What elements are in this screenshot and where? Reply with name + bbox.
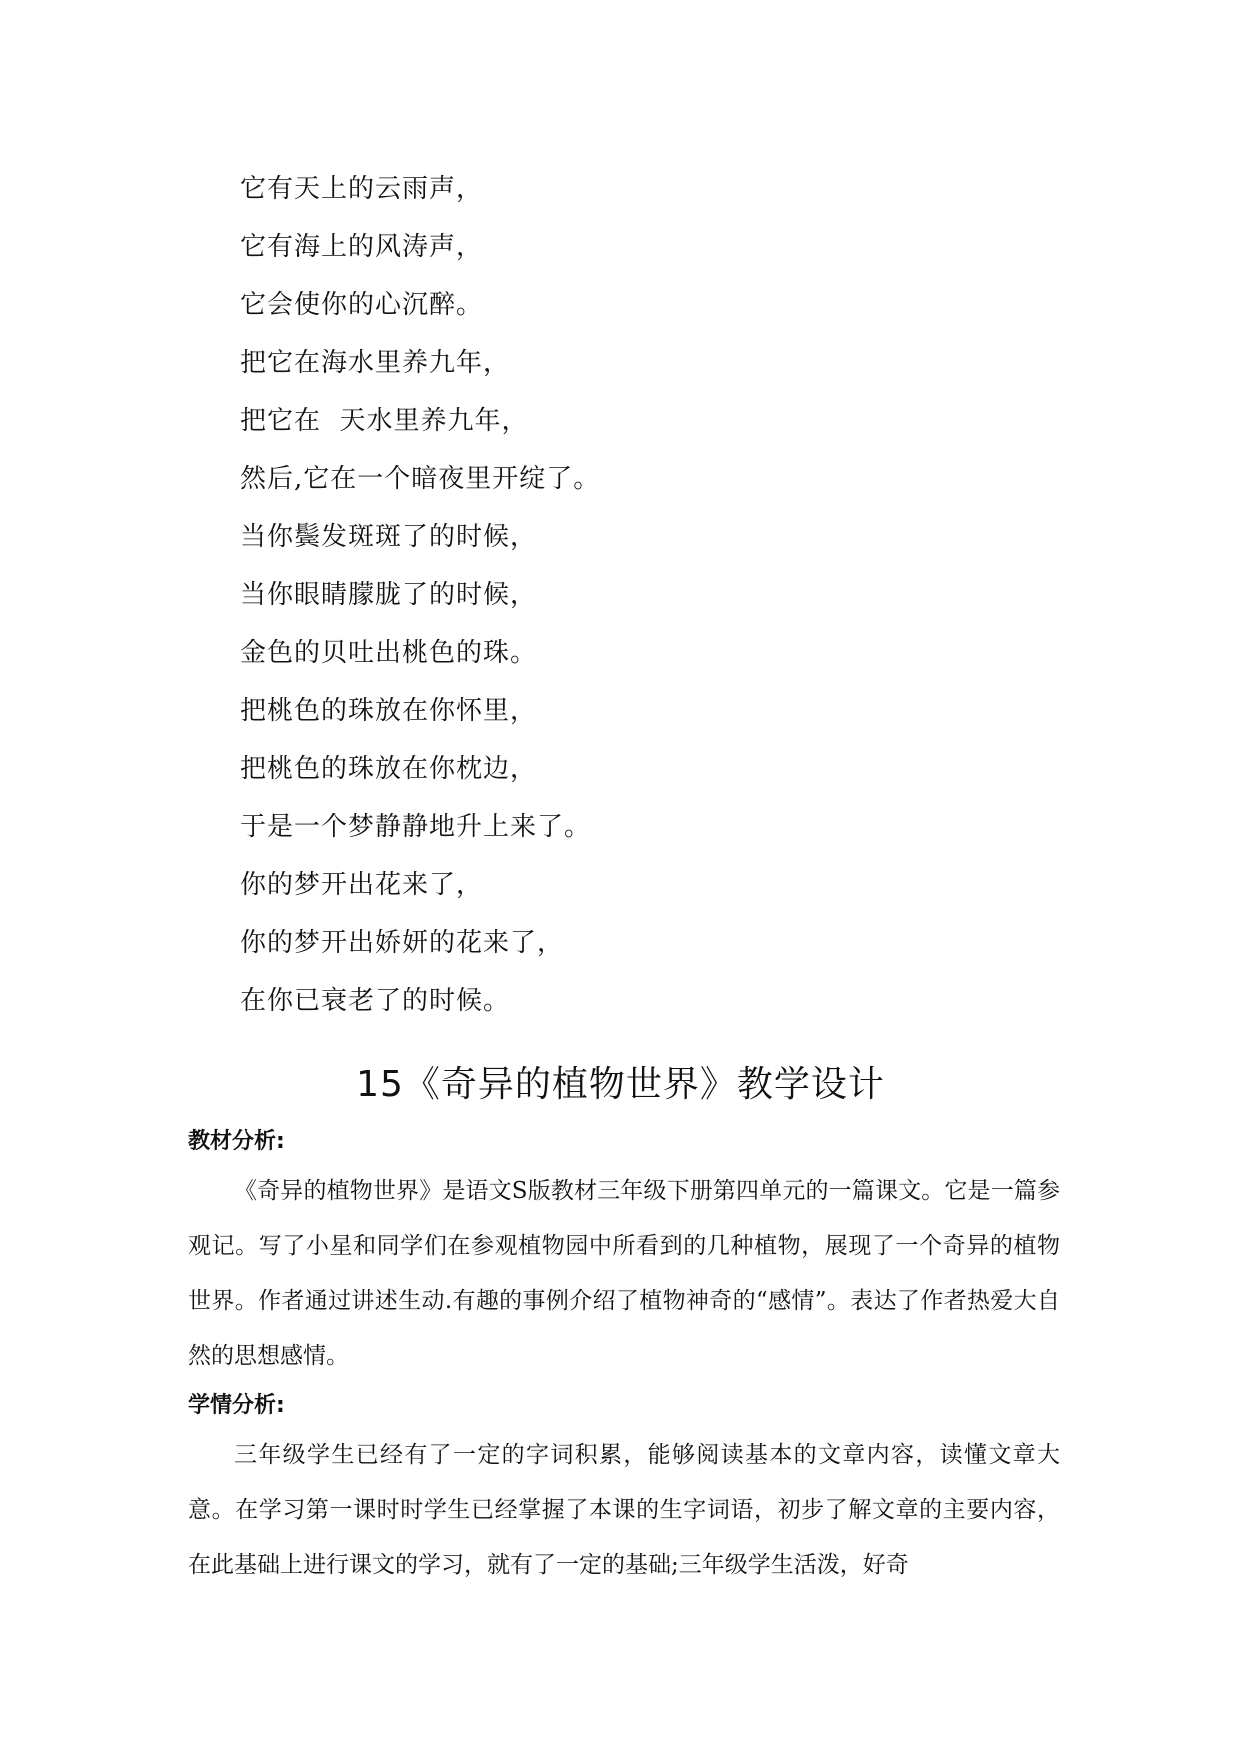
poem-line: 把它在 天水里养九年， [240,406,529,436]
poem-line: 它有天上的云雨声， [240,174,484,204]
section-heading: 学情分析: [188,1393,285,1418]
section-paragraph: 三年级学生已经有了一定的字词积累，能够阅读基本的文章内容，读懂文章大意。在学习第一课时时学生已经掌握了本课的生字词语，初步了解文章的主要内容，在此基础上进行课文的学习，就有了一定的基础;三年级学生活泼，好奇 [188,1442,1060,1578]
poem-line: 把桃色的珠放在你怀里， [240,696,538,726]
poem-line: 它有海上的风涛声， [240,232,484,262]
section-paragraph: 《奇异的植物世界》是语文S版教材三年级下册第四单元的一篇课文。它是一篇参观记。写了小星和同学们在参观植物园中所看到的几种植物，展现了一个奇异的植物世界。作者通过讲述生动.有趣的事例介绍了植物神奇的“感情”。表达了作者热爱大自然的思想感情。 [188,1178,1060,1369]
section-student-analysis [188,1384,1060,1593]
poem-line: 然后,它在一个暗夜里开绽了。 [240,464,601,494]
poem-line: 当你眼睛朦胧了的时候， [240,580,538,610]
document-title: 15《奇异的植物世界》教学设计 [356,1064,885,1105]
poem-line: 在你已衰老了的时候。 [240,986,511,1016]
poem-line: 它会使你的心沉醉。 [240,290,484,320]
poem-line: 金色的贝吐出桃色的珠。 [240,638,538,668]
poem-line: 你的梦开出花来了， [240,870,484,900]
poem-line: 当你鬓发斑斑了的时候， [240,522,538,552]
poem-block [240,160,1140,1030]
poem-line: 你的梦开出娇妍的花来了， [240,928,565,958]
poem-line: 把桃色的珠放在你枕边， [240,754,538,784]
section-heading: 教材分析: [188,1129,285,1154]
section-textbook-analysis [188,1120,1060,1384]
poem-line: 把它在海水里养九年， [240,348,511,378]
poem-line: 于是一个梦静静地升上来了。 [240,812,592,842]
